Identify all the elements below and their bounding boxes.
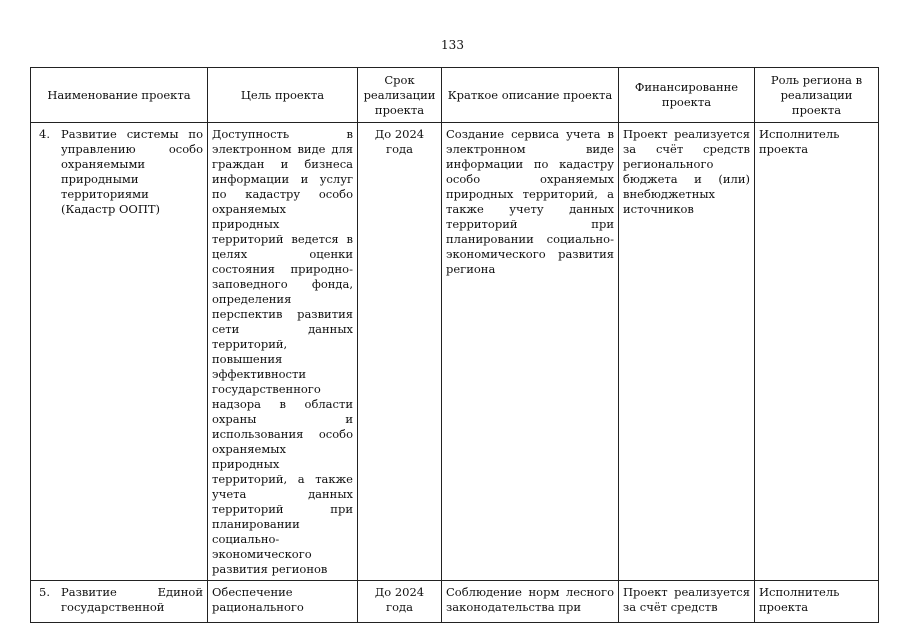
project-description: Соблюдение норм лесного законодательства при [442, 581, 619, 623]
header-region-role: Роль региона в реализации проекта [755, 68, 879, 123]
header-project-description: Краткое описание проекта [442, 68, 619, 123]
table-header-row [31, 68, 879, 123]
table-row [31, 581, 879, 623]
row-number: 4. [39, 127, 50, 141]
page-number: 133 [441, 38, 464, 52]
row-number: 5. [39, 585, 50, 599]
projects-table [30, 67, 879, 623]
project-financing: Проект реализуется за счёт средств регионального бюджета и (или) внебюджетных источников [619, 123, 755, 581]
region-role: Исполнитель проекта [755, 581, 879, 623]
project-name-cell [31, 581, 208, 623]
project-financing: Проект реализуется за счёт средств [619, 581, 755, 623]
header-project-goal: Цель проекта [208, 68, 358, 123]
project-name: Развитие системы по управлению особо охраняемыми природными территориями (Кадастр ООПТ) [61, 127, 203, 216]
project-name-cell [31, 123, 208, 581]
project-goal: Доступность в электронном виде для граждан и бизнеса информации и услуг по кадастру особо охраняемых природных территорий ведется в целях оценки состояния природно-заповедного фонда, определения перспектив развития сети данных территорий, повышения эффективности государственного надзора в области охраны и использования особо охраняемых природных территорий, а также учета данных территорий при планировании социально-экономического развития регионов [208, 123, 358, 581]
project-term: До 2024 года [358, 581, 442, 623]
project-description: Создание сервиса учета в электронном виде информации по кадастру особо охраняемых природных территорий, а также учету данных территорий при планировании социально-экономического развития региона [442, 123, 619, 581]
header-project-term: Срок реализации проекта [358, 68, 442, 123]
project-goal: Обеспечение рационального [208, 581, 358, 623]
region-role: Исполнитель проекта [755, 123, 879, 581]
project-name: Развитие Единой государственной [61, 585, 203, 614]
header-project-financing: Финансированне проекта [619, 68, 755, 123]
header-project-name: Наименование проекта [31, 68, 208, 123]
project-term: До 2024 года [358, 123, 442, 581]
table-row [31, 123, 879, 581]
